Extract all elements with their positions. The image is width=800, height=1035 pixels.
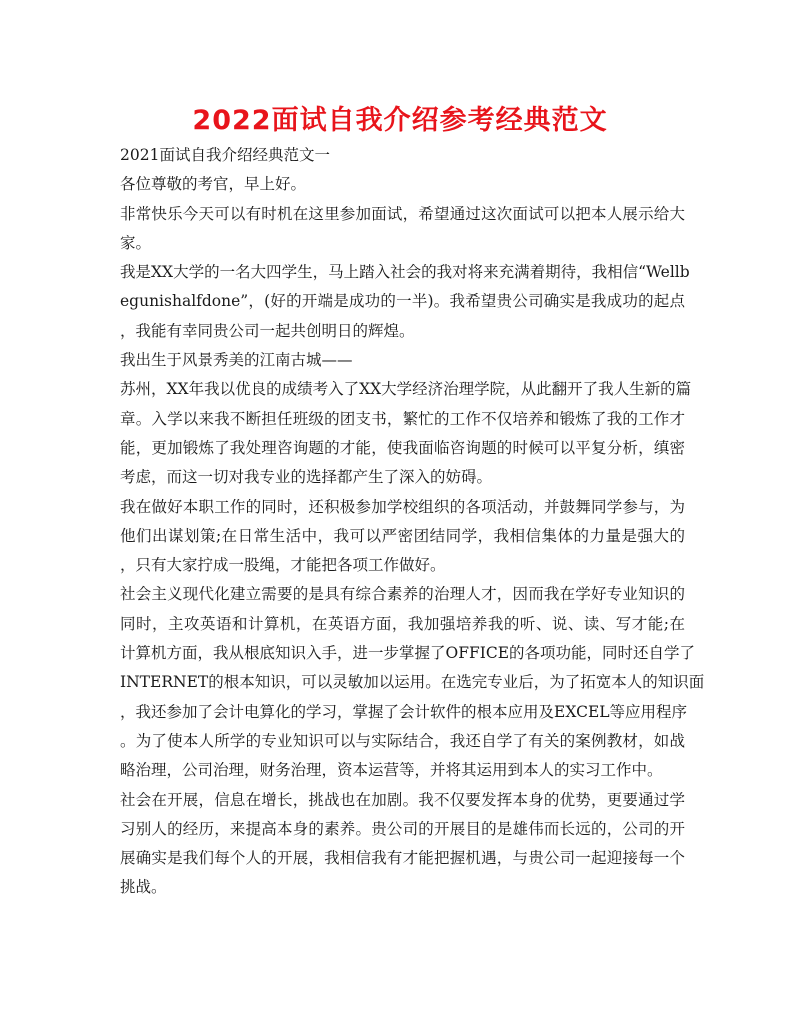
paragraph-line: INTERNET的根本知识，可以灵敏加以运用。在选完专业后，为了拓宽本人的知识面 — [120, 673, 705, 692]
document-title: 2022面试自我介绍参考经典范文 — [192, 105, 608, 136]
paragraph-line: 社会主义现代化建立需要的是具有综合素养的治理人才，因而我在学好专业知识的 — [120, 585, 685, 604]
paragraph-line: 略治理，公司治理，财务治理，资本运营等，并将其运用到本人的实习工作中。 — [120, 761, 663, 780]
paragraph-line: 家。 — [120, 233, 152, 252]
paragraph-line: 计算机方面，我从根底知识入手，进一步掌握了OFFICE的各项功能，同时还自学了 — [120, 644, 696, 663]
paragraph-line: 挑战。 — [120, 878, 167, 897]
paragraph-line: 我出生于风景秀美的江南古城—— — [120, 351, 353, 370]
paragraph-line: 章。入学以来我不断担任班级的团支书，繁忙的工作不仅培养和锻炼了我的工作才 — [120, 409, 685, 428]
paragraph-line: egunishalfdone”，(好的开端是成功的一半)。我希望贵公司确实是我成功的起点 — [120, 292, 685, 311]
paragraph-line: ，我能有幸同贵公司一起共创明日的辉煌。 — [120, 321, 415, 340]
paragraph-line: ，我还参加了会计电算化的学习，掌握了会计软件的根本应用及EXCEL等应用程序 — [120, 702, 688, 721]
paragraph-line: ，只有大家拧成一股绳，才能把各项工作做好。 — [120, 556, 446, 575]
paragraph-line: 我在做好本职工作的同时，还积极参加学校组织的各项活动，并鼓舞同学参与，为 — [120, 497, 685, 516]
paragraph-line: 展确实是我们每个人的开展，我相信我有才能把握机遇，与贵公司一起迎接每一个 — [120, 849, 685, 868]
document-body — [120, 141, 705, 903]
paragraph-line: 能，更加锻炼了我处理咨询题的才能，使我面临咨询题的时候可以平复分析，缜密 — [120, 438, 685, 457]
paragraph-line: 考虑，而这一切对我专业的选择都产生了深入的妨碍。 — [120, 468, 493, 487]
paragraph-line: 非常快乐今天可以有时机在这里参加面试，希望通过这次面试可以把本人展示给大 — [120, 204, 685, 223]
paragraph-line: 社会在开展，信息在增长，挑战也在加剧。我不仅要发挥本身的优势，更要通过学 — [120, 790, 685, 809]
paragraph-line: 。为了使本人所学的专业知识可以与实际结合，我还自学了有关的案例教材，如战 — [120, 731, 685, 750]
paragraph-line: 各位尊敬的考官，早上好。 — [120, 175, 307, 194]
paragraph-line: 他们出谋划策;在日常生活中，我可以严密团结同学，我相信集体的力量是强大的 — [120, 526, 685, 545]
paragraph-line: 同时，主攻英语和计算机，在英语方面，我加强培养我的听、说、读、写才能;在 — [120, 614, 685, 633]
paragraph-line: 2021面试自我介绍经典范文一 — [120, 146, 330, 164]
paragraph-line: 我是XX大学的一名大四学生，马上踏入社会的我对将来充满着期待，我相信“Wellb — [120, 263, 690, 282]
paragraph-line: 苏州，XX年我以优良的成绩考入了XX大学经济治理学院，从此翻开了我人生新的篇 — [120, 380, 692, 399]
paragraph-line: 习别人的经历，来提高本身的素养。贵公司的开展目的是雄伟而长远的，公司的开 — [120, 819, 685, 838]
